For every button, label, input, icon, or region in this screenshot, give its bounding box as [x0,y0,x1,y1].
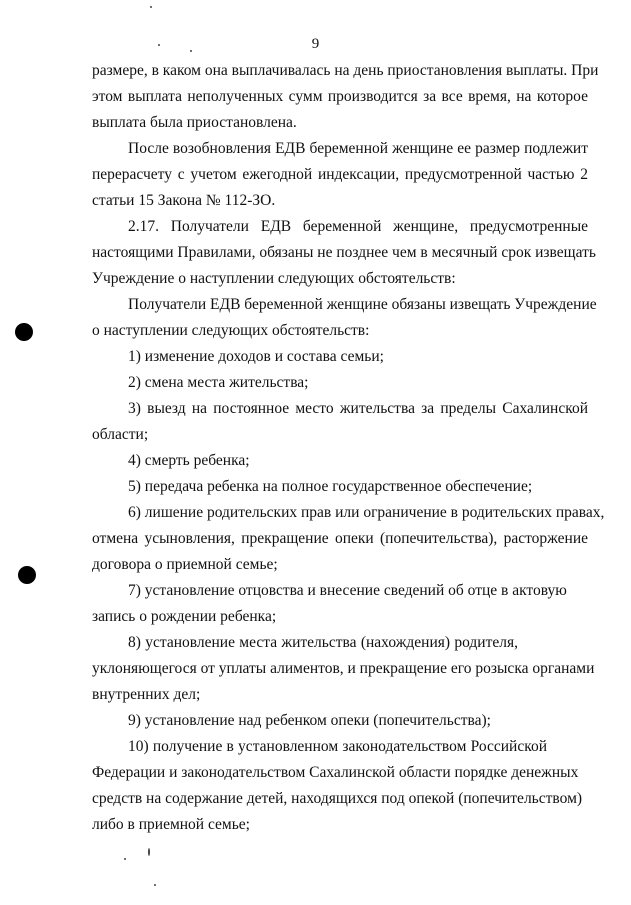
list-item: 3) выезд на постоянное место жительства за пределы Сахалинской [128,400,588,417]
text-line: этом выплата неполученных сумм производится за все время, на которое [92,88,588,105]
text-line: Получатели ЕДВ беременной женщине обязаны извещать Учреждение [128,296,597,313]
text-line: запись о рождении ребенка; [92,608,277,625]
text-line: выплата была приостановлена. [92,114,297,131]
scan-speck [158,44,160,46]
list-item: 1) изменение доходов и состава семьи; [128,348,384,365]
scan-speck [148,848,150,856]
text-line: 2.17. Получатели ЕДВ беременной женщине, предусмотренные [128,218,588,235]
text-line: либо в приемной семье; [92,816,250,833]
text-line: размере, в каком она выплачивалась на день приостановления выплаты. При [92,62,599,79]
punch-hole-mark [15,323,33,341]
list-item: 7) установление отцовства и внесение сведений об отце в актовую [128,582,567,599]
list-item: 6) лишение родительских прав или ограничение в родительских правах, [128,504,605,521]
text-line: перерасчету с учетом ежегодной индексации, предусмотренной частью 2 [92,166,588,183]
text-line: настоящими Правилами, обязаны не позднее чем в месячный срок извещать [92,244,596,261]
list-item: 5) передача ребенка на полное государственное обеспечение; [128,478,533,495]
text-line: уклоняющегося от уплаты алиментов, и прекращение его розыска органами [92,660,595,677]
text-line: После возобновления ЕДВ беременной женщине ее размер подлежит [128,140,588,157]
list-item: 9) установление над ребенком опеки (попечительства); [128,712,491,729]
list-item: 8) установление места жительства (нахождения) родителя, [128,634,518,651]
scan-speck [150,6,152,8]
scan-speck [124,858,126,860]
list-item: 4) смерть ребенка; [128,452,250,469]
punch-hole-mark [18,566,36,584]
text-line: Учреждение о наступлении следующих обстоятельств: [92,270,456,287]
text-line: области; [92,426,149,443]
text-line: отмена усыновления, прекращение опеки (попечительства), расторжение [92,530,588,547]
text-line: договора о приемной семье; [92,556,278,573]
scan-speck [154,884,156,886]
text-line: статьи 15 Закона № 112-ЗО. [92,192,276,209]
text-line: Федерации и законодательством Сахалинской области порядке денежных [92,764,579,781]
text-line: средств на содержание детей, находящихся под опекой (попечительством) [92,790,583,807]
page-number: 9 [311,36,320,52]
scan-speck [190,50,192,52]
text-line: о наступлении следующих обстоятельств: [92,322,370,339]
list-item: 2) смена места жительства; [128,374,309,391]
text-line: внутренних дел; [92,686,201,703]
list-item: 10) получение в установленном законодательством Российской [128,738,547,755]
